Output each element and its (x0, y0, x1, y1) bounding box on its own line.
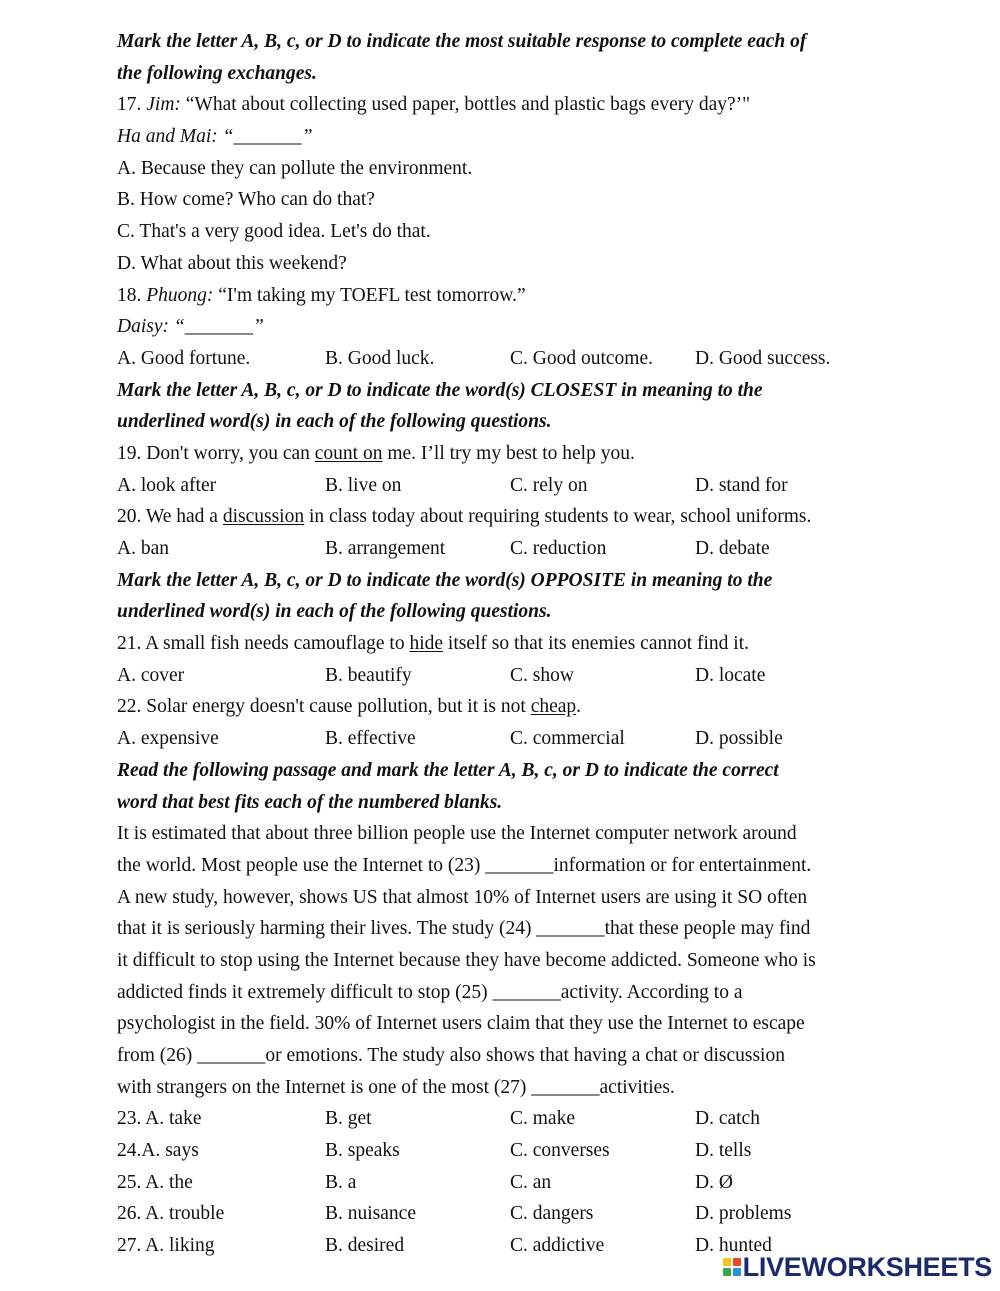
option-17c[interactable]: C. That's a very good idea. Let's do that. (117, 221, 431, 243)
option-20a[interactable]: A. ban (117, 538, 169, 559)
options-24 (117, 1135, 897, 1167)
option-25c[interactable]: C. an (510, 1171, 552, 1193)
option-20c[interactable]: C. reduction (510, 538, 607, 559)
speaker-jim: Jim: (146, 94, 181, 116)
passage-line: that it is seriously harming their lives. The study (24) _______that these people may find (117, 918, 811, 940)
liveworksheets-logo[interactable] (723, 1253, 992, 1281)
underlined-word: cheap (530, 696, 577, 718)
question-19: 19. Don't worry, you can count on me. I’ll try my best to help you. (117, 442, 635, 464)
reply-18: Daisy: “_______” (117, 316, 264, 338)
option-23c[interactable]: C. make (510, 1108, 575, 1130)
options-21 (117, 660, 897, 692)
passage-line: with strangers on the Internet is one of the most (27) _______activities. (117, 1076, 675, 1098)
question-20: 20. We had a discussion in class today about requiring students to wear, school uniforms. (117, 506, 812, 528)
passage-line: It is estimated that about three billion people use the Internet computer network around (117, 823, 797, 845)
option-22d[interactable]: D. possible (695, 728, 783, 750)
passage-line: from (26) _______or emotions. The study also shows that having a chat or discussion (117, 1045, 785, 1066)
options-20 (117, 533, 897, 565)
option-22a[interactable]: A. expensive (117, 728, 219, 750)
option-17a[interactable]: A. Because they can pollute the environment. (117, 157, 473, 179)
option-21d[interactable]: D. locate (695, 664, 766, 686)
options-19 (117, 470, 897, 502)
instruction-exchanges-cont: the following exchanges. (117, 62, 317, 84)
options-26 (117, 1198, 897, 1230)
option-26d[interactable]: D. problems (695, 1203, 792, 1225)
option-17b[interactable]: B. How come? Who can do that? (117, 189, 375, 211)
option-19d[interactable]: D. stand for (695, 474, 788, 496)
options-23 (117, 1103, 897, 1135)
option-23b[interactable]: B. get (325, 1108, 372, 1130)
underlined-word: discussion (222, 506, 305, 528)
option-23d[interactable]: D. catch (695, 1108, 760, 1130)
option-18c[interactable]: C. Good outcome. (510, 347, 653, 369)
options-18 (117, 343, 897, 375)
instruction-exchanges: Mark the letter A, B, c, or D to indicate the most suitable response to complete each of (117, 31, 807, 52)
options-25 (117, 1167, 897, 1199)
question-17: 17. Jim: “What about collecting used paper, bottles and plastic bags every day?’" (117, 94, 751, 116)
passage-line: the world. Most people use the Internet to (23) _______information or for entertainment. (117, 854, 812, 876)
passage-line: addicted finds it extremely difficult to stop (25) _______activity. According to a (117, 981, 743, 1003)
option-18b[interactable]: B. Good luck. (325, 347, 435, 369)
option-18a[interactable]: A. Good fortune. (117, 347, 251, 369)
option-24b[interactable]: B. speaks (325, 1140, 400, 1162)
option-25a[interactable]: 25. A. the (117, 1171, 193, 1193)
option-26c[interactable]: C. dangers (510, 1203, 594, 1225)
instruction-opposite: Mark the letter A, B, c, or D to indicate the word(s) OPPOSITE in meaning to the (117, 569, 773, 591)
option-22b[interactable]: B. effective (325, 728, 416, 750)
option-24d[interactable]: D. tells (695, 1140, 752, 1162)
option-24c[interactable]: C. converses (510, 1140, 610, 1162)
option-24a[interactable]: 24.A. says (117, 1140, 199, 1162)
option-27a[interactable]: 27. A. liking (117, 1235, 215, 1257)
underlined-word: hide (409, 633, 444, 655)
worksheet-page (117, 26, 897, 1262)
question-18: 18. Phuong: “I'm taking my TOEFL test tomorrow.” (117, 284, 526, 306)
logo-text: LIVEWORKSHEETS (742, 1251, 992, 1282)
option-18d[interactable]: D. Good success. (695, 347, 831, 369)
question-22: 22. Solar energy doesn't cause pollution, but it is not cheap. (117, 696, 582, 718)
instruction-passage: Read the following passage and mark the letter A, B, c, or D to indicate the correct (117, 759, 779, 781)
option-27d[interactable]: D. hunted (695, 1235, 772, 1257)
passage-line: A new study, however, shows US that almost 10% of Internet users are using it SO often (117, 886, 808, 908)
option-17d[interactable]: D. What about this weekend? (117, 252, 347, 274)
option-25d[interactable]: D. Ø (695, 1171, 733, 1193)
underlined-word: count on (314, 442, 383, 464)
option-21b[interactable]: B. beautify (325, 664, 412, 686)
reply-17: Ha and Mai: “_______” (117, 126, 313, 148)
logo-squares-icon (723, 1258, 741, 1276)
instruction-opposite-cont: underlined word(s) in each of the following questions. (117, 601, 552, 623)
option-20b[interactable]: B. arrangement (325, 538, 446, 559)
options-22 (117, 723, 897, 755)
option-21a[interactable]: A. cover (117, 664, 185, 686)
speaker-phuong: Phuong: (146, 284, 214, 306)
option-22c[interactable]: C. commercial (510, 728, 625, 750)
instruction-closest-cont: underlined word(s) in each of the following questions. (117, 411, 552, 433)
passage-line: psychologist in the field. 30% of Internet users claim that they use the Internet to escape (117, 1013, 805, 1035)
option-19b[interactable]: B. live on (325, 474, 402, 496)
option-27b[interactable]: B. desired (325, 1235, 405, 1257)
passage-line: it difficult to stop using the Internet because they have become addicted. Someone who is (117, 949, 816, 971)
option-25b[interactable]: B. a (325, 1171, 357, 1193)
instruction-passage-cont: word that best fits each of the numbered blanks. (117, 791, 503, 813)
option-19c[interactable]: C. rely on (510, 474, 588, 496)
option-26a[interactable]: 26. A. trouble (117, 1203, 225, 1225)
instruction-closest: Mark the letter A, B, c, or D to indicate the word(s) CLOSEST in meaning to the (117, 379, 763, 401)
option-19a[interactable]: A. look after (117, 474, 217, 496)
option-26b[interactable]: B. nuisance (325, 1203, 416, 1225)
option-27c[interactable]: C. addictive (510, 1235, 605, 1257)
option-21c[interactable]: C. show (510, 664, 574, 686)
option-23a[interactable]: 23. A. take (117, 1108, 202, 1130)
question-21: 21. A small fish needs camouflage to hide itself so that its enemies cannot find it. (117, 633, 750, 655)
option-20d[interactable]: D. debate (695, 538, 770, 559)
